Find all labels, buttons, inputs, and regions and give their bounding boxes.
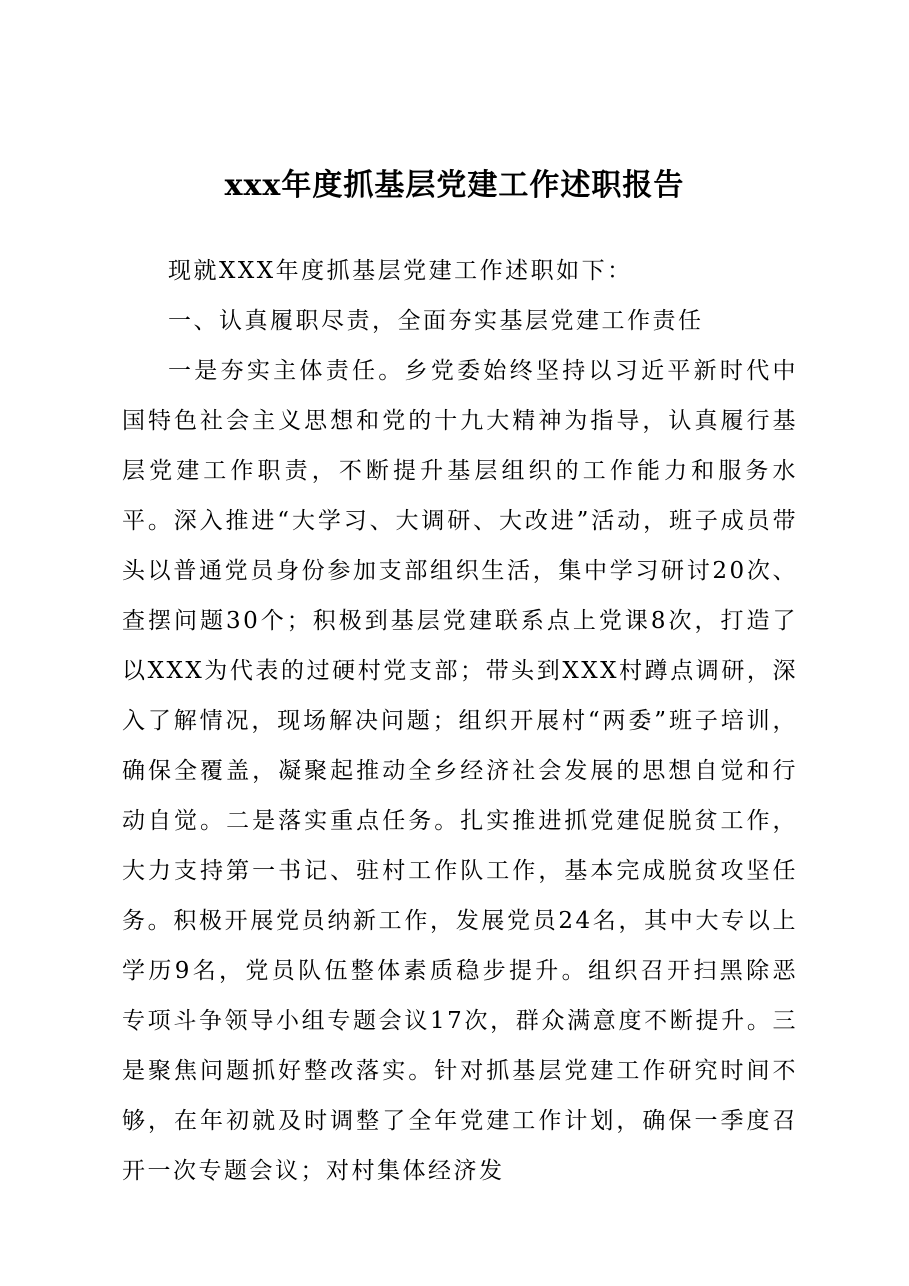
document-title: xxx年度抓基层党建工作述职报告 — [224, 168, 685, 203]
section-heading: 一、认真履职尽责，全面夯实基层党建工作责任 — [168, 308, 704, 334]
document-body — [122, 246, 798, 1196]
intro-paragraph: 现就XXX年度抓基层党建工作述职如下： — [168, 258, 633, 284]
body-paragraph: 一是夯实主体责任。乡党委始终坚持以习近平新时代中国特色社会主义思想和党的十九大精神为指导，认真履行基层党建工作职责，不断提升基层组织的工作能力和服务水平。深入推进“大学习、大调研、大改进”活动，班子成员带头以普通党员身份参加支部组织生活，集中学习研讨20次、查摆问题30个；积极到基层党建联系点上党课8次，打造了以XXX为代表的过硬村党支部；带头到XXX村蹲点调研，深入了解情况，现场解决问题；组织开展村“两委”班子培训，确保全覆盖，凝聚起推动全乡经济社会发展的思想自觉和行动自觉。二是落实重点任务。扎实推进抓党建促脱贫工作，大力支持第一书记、驻村工作队工作，基本完成脱贫攻坚任务。积极开展党员纳新工作，发展党员24名，其中大专以上学历9名，党员队伍整体素质稳步提升。组织召开扫黑除恶专项斗争领导小组专题会议17次，群众满意度不断提升。三是聚焦问题抓好整改落实。针对抓基层党建工作研究时间不够，在年初就及时调整了全年党建工作计划，确保一季度召开一次专题会议；对村集体经济发 — [122, 358, 798, 1184]
